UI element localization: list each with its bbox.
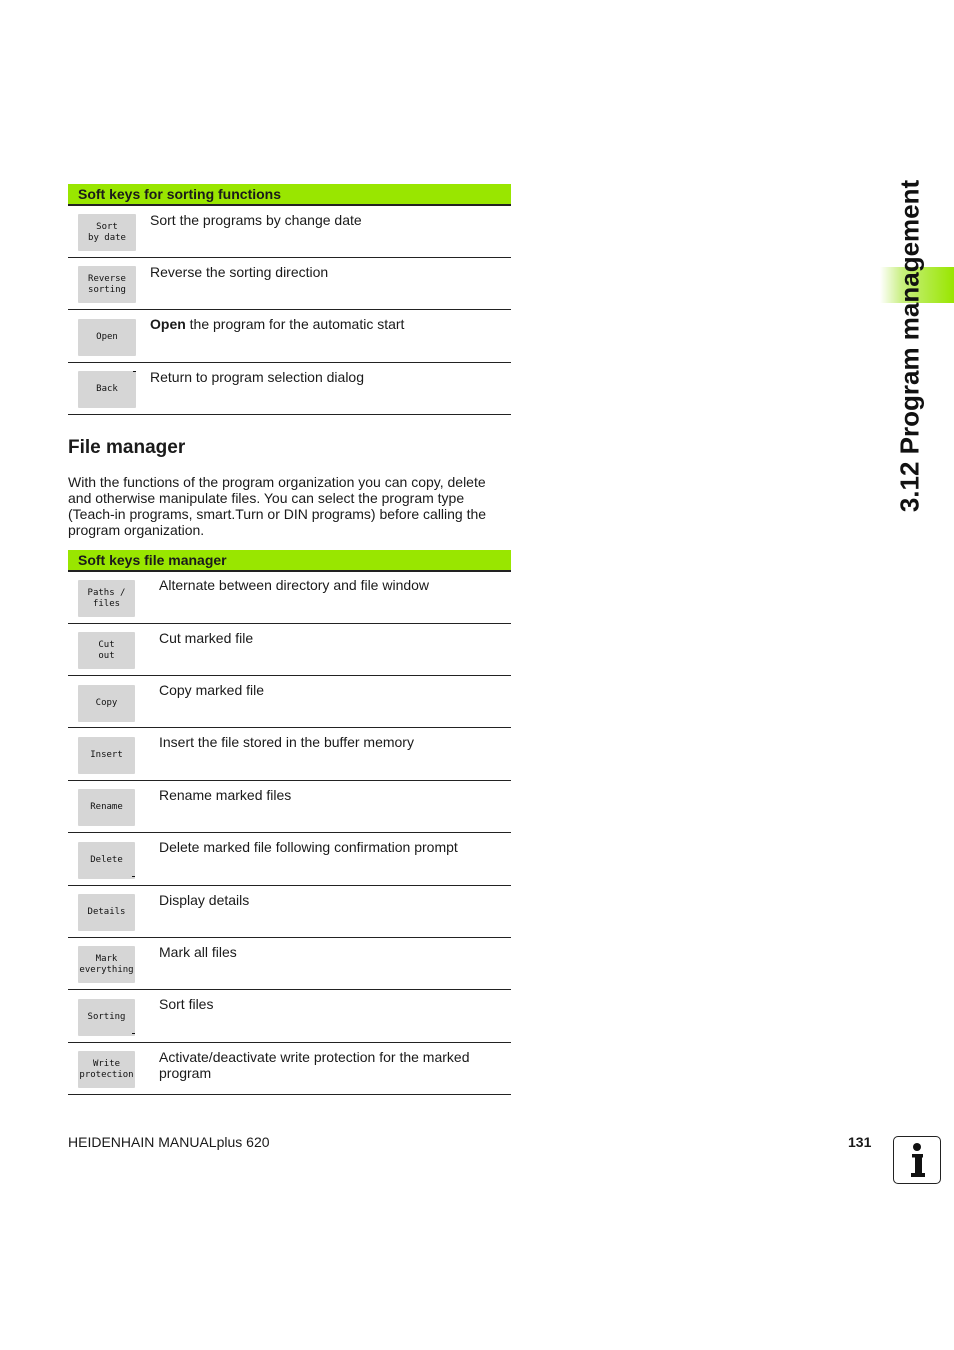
table-row	[68, 833, 511, 886]
write-protection-softkey[interactable]: Write protection	[78, 1051, 135, 1088]
back-softkey[interactable]: Back	[78, 371, 136, 408]
insert-softkey[interactable]: Insert	[78, 737, 135, 774]
row-description: Copy marked file	[159, 682, 265, 698]
table-row	[68, 938, 511, 990]
reverse-sorting-softkey[interactable]: Reverse sorting	[78, 266, 136, 303]
section-paragraph: With the functions of the program organization you can copy, delete and otherwise manipulate files. You can select the program type (Teach-in programs, smart.Turn or DIN programs) before calling the program organization.	[68, 474, 487, 538]
open-description: the program for the automatic start	[185, 316, 405, 332]
table-row	[68, 990, 511, 1043]
table-row	[68, 886, 511, 938]
table-row	[68, 310, 511, 363]
row-description	[150, 316, 404, 332]
table-row	[68, 206, 511, 258]
table-row	[68, 781, 511, 833]
delete-softkey[interactable]: Delete	[78, 842, 135, 879]
sorting-table-header: Soft keys for sorting functions	[68, 184, 511, 206]
softkey-marker	[132, 876, 135, 877]
row-description: Insert the file stored in the buffer memory	[159, 734, 414, 750]
table-row	[68, 572, 511, 624]
copy-softkey[interactable]: Copy	[78, 685, 135, 722]
table-row	[68, 728, 511, 781]
row-description: Alternate between directory and file window	[159, 577, 430, 593]
paths-files-softkey[interactable]: Paths / files	[78, 580, 135, 617]
sorting-softkeys-table	[68, 184, 511, 415]
row-description: Activate/deactivate write protection for the marked program	[159, 1049, 470, 1081]
row-description: Return to program selection dialog	[150, 369, 365, 385]
rename-softkey[interactable]: Rename	[78, 789, 135, 826]
table-row	[68, 624, 511, 676]
cut-out-softkey[interactable]: Cut out	[78, 632, 135, 669]
sort-by-date-softkey[interactable]: Sort by date	[78, 214, 136, 251]
table-row	[68, 363, 511, 415]
info-glyph	[906, 1142, 928, 1178]
row-description: Display details	[159, 892, 250, 908]
footer-product: HEIDENHAIN MANUALplus 620	[68, 1134, 270, 1150]
softkey-marker	[133, 371, 136, 372]
softkey-marker	[132, 1033, 135, 1034]
table-row	[68, 676, 511, 728]
row-description: Reverse the sorting direction	[150, 264, 329, 280]
file-manager-softkeys-table	[68, 550, 511, 1095]
row-description: Cut marked file	[159, 630, 254, 646]
file-table-header: Soft keys file manager	[68, 550, 511, 572]
row-description: Sort the programs by change date	[150, 212, 362, 228]
row-description: Mark all files	[159, 944, 237, 960]
details-softkey[interactable]: Details	[78, 894, 135, 931]
section-heading: File manager	[68, 437, 186, 458]
info-icon	[893, 1136, 941, 1184]
chapter-title: 3.12 Program management	[894, 179, 925, 513]
row-description: Rename marked files	[159, 787, 292, 803]
open-emphasis: Open	[150, 316, 186, 332]
table-row	[68, 1043, 511, 1095]
row-description: Delete marked file following confirmation prompt	[159, 839, 458, 855]
row-description: Sort files	[159, 996, 214, 1012]
open-softkey[interactable]: Open	[78, 319, 136, 356]
table-row	[68, 258, 511, 310]
sorting-softkey[interactable]: Sorting	[78, 999, 135, 1036]
page-number: 131	[848, 1134, 872, 1150]
mark-everything-softkey[interactable]: Mark everything	[78, 946, 135, 983]
